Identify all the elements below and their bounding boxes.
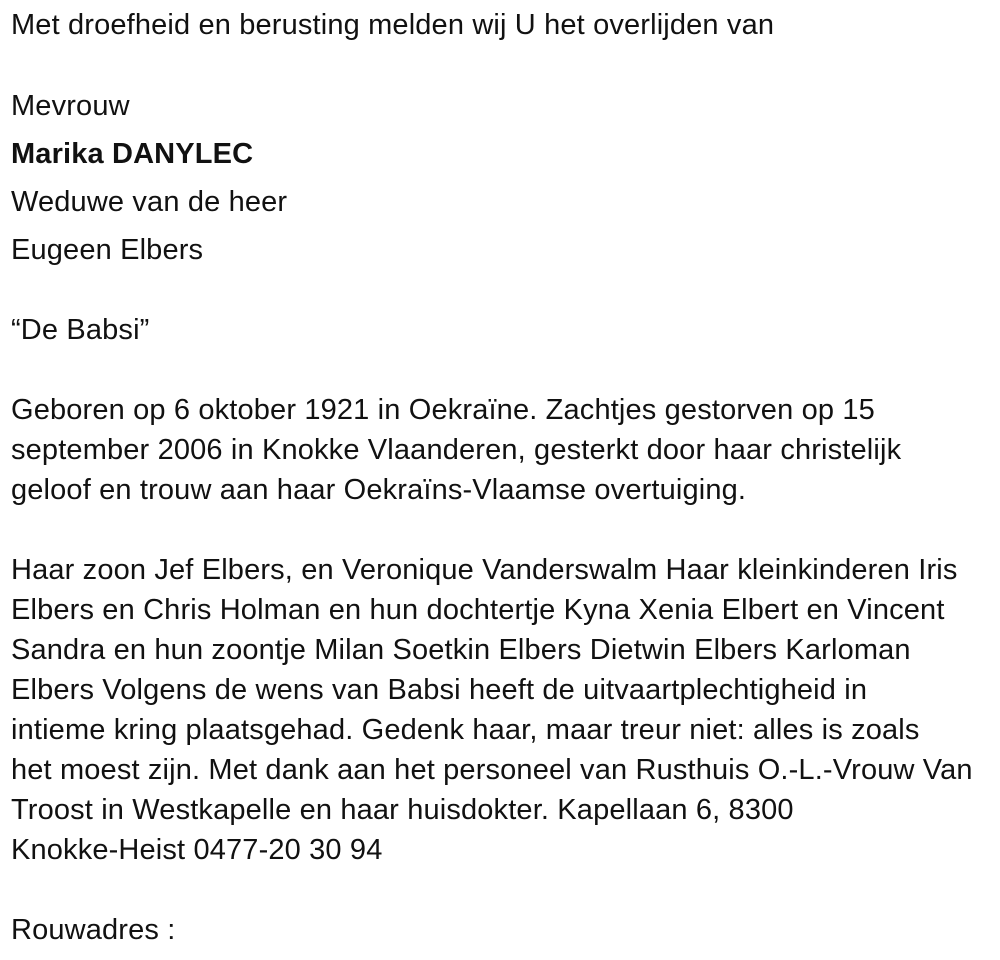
paragraph-line: Geboren op 6 oktober 1921 in Oekraïne. Zachtjes gestorven op 15 bbox=[11, 394, 875, 426]
paragraph-line: september 2006 in Knokke Vlaanderen, gesterkt door haar christelijk bbox=[11, 434, 902, 466]
deceased-name: Marika DANYLEC bbox=[11, 138, 254, 170]
paragraph-line: Haar zoon Jef Elbers, en Veronique Vanderswalm Haar kleinkinderen Iris bbox=[11, 554, 958, 586]
intro-text: Met droefheid en berusting melden wij U het overlijden van bbox=[11, 9, 775, 41]
paragraph-line: geloof en trouw aan haar Oekraïns-Vlaamse overtuiging. bbox=[11, 474, 747, 506]
relation-text: Weduwe van de heer bbox=[11, 186, 288, 218]
deceased-header bbox=[11, 82, 996, 274]
paragraph-line: Elbers Volgens de wens van Babsi heeft de uitvaartplechtigheid in bbox=[11, 674, 868, 706]
paragraph-line: Troost in Westkapelle en haar huisdokter. Kapellaan 6, 8300 bbox=[11, 794, 794, 826]
spouse-name: Eugeen Elbers bbox=[11, 234, 204, 266]
address-label: Rouwadres : bbox=[11, 914, 176, 946]
family-paragraph bbox=[11, 550, 996, 870]
paragraph-line: Elbers en Chris Holman en hun dochtertje Kyna Xenia Elbert en Vincent bbox=[11, 594, 945, 626]
paragraph-line: het moest zijn. Met dank aan het personeel van Rusthuis O.-L.-Vrouw Van bbox=[11, 754, 973, 786]
biography-paragraph bbox=[11, 390, 996, 510]
salutation: Mevrouw bbox=[11, 90, 130, 122]
paragraph-line: intieme kring plaatsgehad. Gedenk haar, maar treur niet: alles is zoals bbox=[11, 714, 920, 746]
nickname: “De Babsi” bbox=[11, 314, 150, 346]
paragraph-line: Sandra en hun zoontje Milan Soetkin Elbers Dietwin Elbers Karloman bbox=[11, 634, 911, 666]
paragraph-line: Knokke-Heist 0477-20 30 94 bbox=[11, 834, 383, 866]
death-notice bbox=[11, 0, 996, 950]
